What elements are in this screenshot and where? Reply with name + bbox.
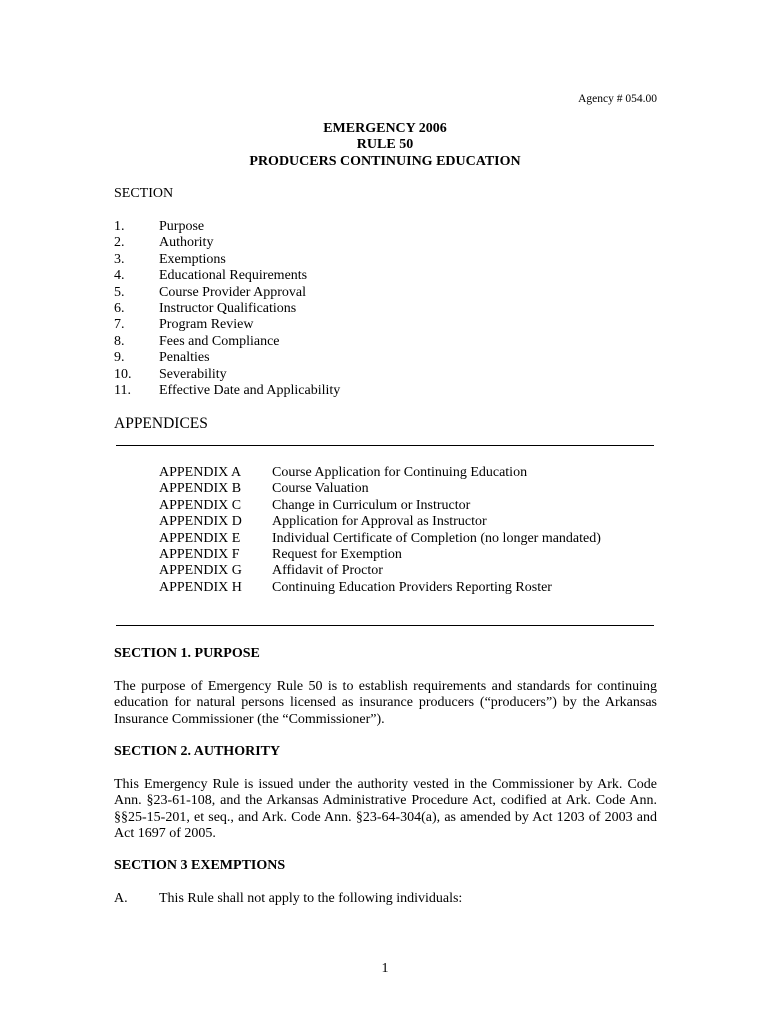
item-text: This Rule shall not apply to the following individuals: (159, 891, 463, 906)
appendices-list (159, 465, 601, 596)
appendix-title: Course Valuation (272, 481, 369, 497)
appendix-item (159, 547, 601, 563)
toc-label: SECTION (114, 186, 174, 201)
toc-item (114, 383, 340, 399)
appendix-item (159, 563, 601, 579)
toc-item-number: 9. (114, 350, 125, 366)
toc-item-title: Penalties (159, 350, 210, 366)
appendix-title: Affidavit of Proctor (272, 563, 383, 579)
appendix-item (159, 531, 601, 547)
toc-item-number: 6. (114, 301, 125, 317)
toc-item-title: Program Review (159, 317, 254, 333)
divider-top (116, 445, 654, 446)
appendix-item (159, 498, 601, 514)
appendix-key: APPENDIX B (159, 481, 242, 497)
toc-item (114, 252, 340, 268)
section-2-heading: SECTION 2. AUTHORITY (114, 744, 281, 759)
appendix-item (159, 465, 601, 481)
appendix-item (159, 514, 601, 530)
appendices-title: APPENDICES (114, 415, 208, 432)
appendix-title: Course Application for Continuing Education (272, 465, 528, 480)
toc-item-title: Effective Date and Applicability (159, 383, 341, 399)
toc-item-number: 3. (114, 251, 125, 267)
toc-item-number: 7. (114, 317, 125, 333)
toc-item-number: 8. (114, 333, 125, 349)
appendix-title: Change in Curriculum or Instructor (272, 497, 471, 513)
section-2-body: This Emergency Rule is issued under the authority vested in the Commissioner by Ark. Code Ann. §23-61-108, and the Arkansas Administrative Procedure Act, codified at Ark. Code Ann. §§25-15-201, et seq., and Ark. Code Ann. §23-64-304(a), as amended by Act 1203 of 2003 and Act 1697 of 2005. (114, 777, 657, 842)
toc-item (114, 350, 340, 366)
appendix-key: APPENDIX F (159, 547, 240, 563)
appendix-item (159, 481, 601, 497)
appendix-item (159, 580, 601, 596)
appendix-key: APPENDIX C (159, 497, 242, 513)
section-3-item-a (114, 891, 462, 907)
toc-item (114, 219, 340, 235)
divider-bottom (116, 625, 654, 626)
appendix-key: APPENDIX E (159, 530, 241, 546)
appendix-key: APPENDIX A (159, 465, 242, 480)
toc-item-number: 2. (114, 235, 125, 251)
title-line-subject: PRODUCERS CONTINUING EDUCATION (249, 153, 521, 169)
table-of-contents (114, 219, 340, 399)
title-line-emergency: EMERGENCY 2006 (323, 121, 447, 136)
toc-item-number: 1. (114, 219, 125, 234)
section-1-body: The purpose of Emergency Rule 50 is to establish requirements and standards for continuing education for natural persons licensed as insurance producers (“producers”) by the Arkansas Insurance Commissioner (the “Commissioner”). (114, 679, 657, 727)
toc-item (114, 317, 340, 333)
toc-item-title: Fees and Compliance (159, 333, 280, 349)
section-3-heading: SECTION 3 EXEMPTIONS (114, 858, 286, 873)
page-number: 1 (381, 961, 389, 976)
appendix-title: Continuing Education Providers Reporting Roster (272, 579, 552, 595)
toc-item-number: 4. (114, 268, 125, 284)
toc-item (114, 285, 340, 301)
toc-item-title: Course Provider Approval (159, 284, 306, 300)
agency-number: Agency # 054.00 (578, 93, 657, 105)
toc-item-number: 11. (114, 383, 131, 399)
toc-item-title: Authority (159, 235, 214, 251)
toc-item-title: Severability (159, 366, 227, 382)
appendix-key: APPENDIX H (159, 579, 242, 595)
appendix-key: APPENDIX G (159, 563, 242, 579)
toc-item (114, 367, 340, 383)
toc-item (114, 301, 340, 317)
appendix-title: Individual Certificate of Completion (no longer mandated) (272, 530, 601, 546)
appendix-key: APPENDIX D (159, 514, 242, 530)
toc-item (114, 235, 340, 251)
appendix-title: Application for Approval as Instructor (272, 514, 487, 530)
toc-item-title: Exemptions (159, 251, 226, 267)
toc-item-title: Instructor Qualifications (159, 301, 297, 317)
section-1-heading: SECTION 1. PURPOSE (114, 646, 260, 661)
toc-item-number: 5. (114, 284, 125, 300)
toc-item-title: Educational Requirements (159, 268, 308, 284)
title-line-rule: RULE 50 (356, 137, 414, 153)
document-title-block (0, 121, 770, 170)
toc-item-number: 10. (114, 366, 132, 382)
appendix-title: Request for Exemption (272, 547, 402, 563)
toc-item (114, 268, 340, 284)
toc-item (114, 334, 340, 350)
toc-item-title: Purpose (159, 219, 205, 234)
item-marker: A. (114, 891, 128, 906)
